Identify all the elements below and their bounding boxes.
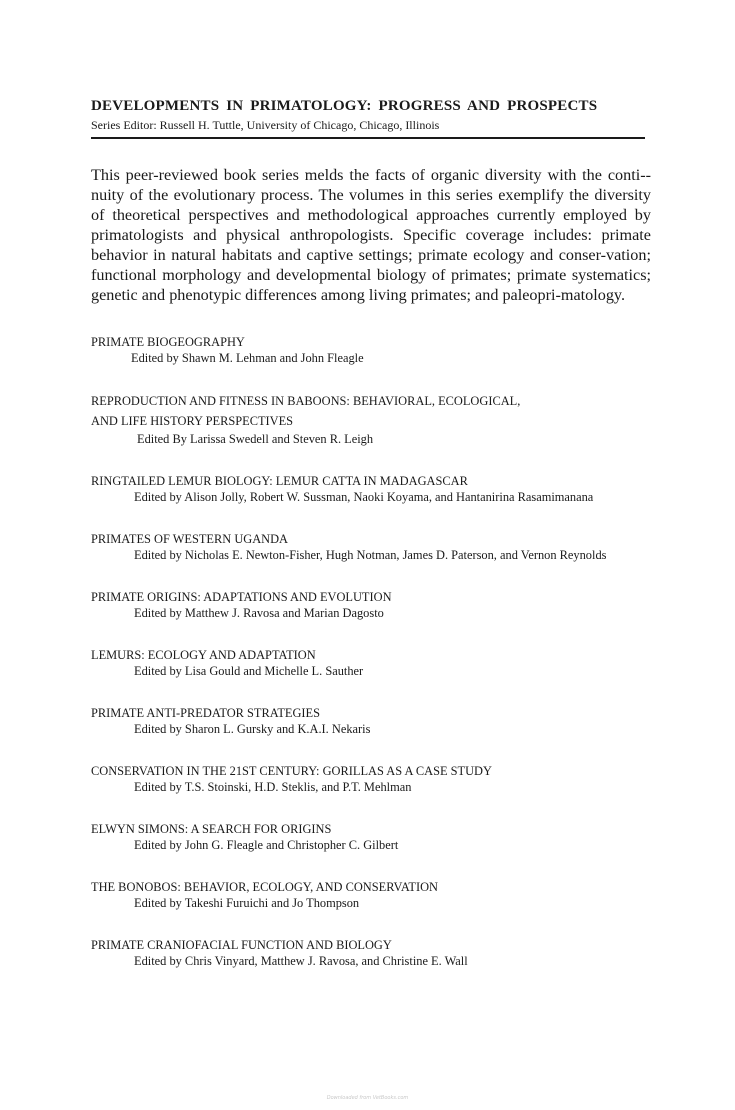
book-title: PRIMATE CRANIOFACIAL FUNCTION AND BIOLOGY [91,938,392,952]
book-entry [91,589,645,621]
book-entry [91,334,645,366]
book-editors: Edited by Matthew J. Ravosa and Marian Dagosto [134,606,384,620]
book-entry [91,763,645,795]
book-editors: Edited by Takeshi Furuichi and Jo Thompson [134,896,360,910]
series-title: DEVELOPMENTS IN PRIMATOLOGY: PROGRESS AND PROSPECTS [91,98,598,114]
book-title: PRIMATE BIOGEOGRAPHY [91,335,245,349]
series-editor: Series Editor: Russell H. Tuttle, University of Chicago, Chicago, Illinois [91,118,440,132]
book-title: CONSERVATION IN THE 21ST CENTURY: GORILLAS AS A CASE STUDY [91,764,492,778]
book-entry [91,879,645,911]
book-title: LEMURS: ECOLOGY AND ADAPTATION [91,648,316,662]
book-title: PRIMATES OF WESTERN UGANDA [91,532,289,546]
book-editors: Edited by Shawn M. Lehman and John Fleagle [131,351,364,365]
book-title: THE BONOBOS: BEHAVIOR, ECOLOGY, AND CONSERVATION [91,880,439,894]
book-entry [91,705,645,737]
book-editors: Edited by Chris Vinyard, Matthew J. Ravosa, and Christine E. Wall [134,954,468,968]
book-title: AND LIFE HISTORY PERSPECTIVES [91,414,294,428]
book-title: ELWYN SIMONS: A SEARCH FOR ORIGINS [91,822,332,836]
book-entry [91,937,645,969]
book-editors: Edited by Sharon L. Gursky and K.A.I. Nekaris [134,722,371,736]
series-page [91,96,651,969]
book-editors: Edited By Larissa Swedell and Steven R. Leigh [137,432,374,446]
book-editors: Edited by Lisa Gould and Michelle L. Sauther [134,664,364,678]
book-editors: Edited by John G. Fleagle and Christopher C. Gilbert [134,838,399,852]
watermark: Downloaded from VetBooks.com [326,1095,409,1101]
book-editors: Edited by T.S. Stoinski, H.D. Steklis, and P.T. Mehlman [134,780,412,794]
book-list [91,334,645,969]
book-title: RINGTAILED LEMUR BIOLOGY: LEMUR CATTA IN MADAGASCAR [91,474,468,488]
book-entry [91,473,645,505]
book-title: PRIMATE ANTI-PREDATOR STRATEGIES [91,706,321,720]
book-editors: Edited by Nicholas E. Newton-Fisher, Hugh Notman, James D. Paterson, and Vernon Reynolds [134,548,607,562]
header-rule [91,137,645,139]
book-entry [91,391,645,447]
series-description: This peer-reviewed book series melds the facts of organic diversity with the conti-nuity of the evolutionary process. The volumes in this series exemplify the diversity of theoretical perspectives and methodological approaches currently employed by primatologists and physical anthropologists. Specific coverage includes: primate behavior in natural habitats and captive settings; primate ecology and conser-vation; functional morphology and developmental biology of primates; primate systematics; genetic and phenotypic differences among living primates; and paleopri-matology. [91,166,651,304]
book-entry [91,821,645,853]
book-editors: Edited by Alison Jolly, Robert W. Sussman, Naoki Koyama, and Hantanirina Rasamimanana [134,490,594,504]
book-title: REPRODUCTION AND FITNESS IN BABOONS: BEHAVIORAL, ECOLOGICAL, [91,394,521,408]
book-entry [91,531,645,563]
book-title: PRIMATE ORIGINS: ADAPTATIONS AND EVOLUTION [91,590,392,604]
book-entry [91,647,645,679]
